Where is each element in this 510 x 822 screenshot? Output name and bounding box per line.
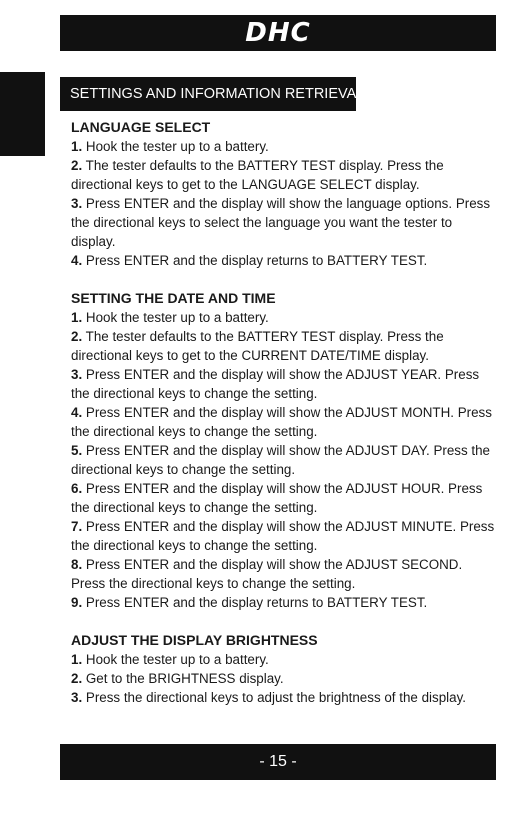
step-text: Press ENTER and the display will show the ADJUST YEAR. Press the directional keys to change the setting. — [71, 367, 480, 401]
step-item — [71, 669, 496, 688]
step-text: Hook the tester up to a battery. — [82, 310, 269, 325]
step-item — [71, 517, 496, 555]
step-number: 6. — [71, 481, 83, 496]
step-text: Hook the tester up to a battery. — [82, 652, 269, 667]
step-item — [71, 327, 496, 365]
step-item — [71, 403, 496, 441]
section-date-time — [71, 289, 496, 612]
section-title: LANGUAGE SELECT — [71, 119, 211, 135]
section-banner: SETTINGS AND INFORMATION RETRIEVAL — [60, 77, 356, 111]
step-number: 5. — [71, 443, 83, 458]
step-text: Press ENTER and the display will show the language options. Press the directional keys to select the language you want the tester to display. — [71, 196, 491, 249]
step-text: Press ENTER and the display will show the ADJUST HOUR. Press the directional keys to change the setting. — [71, 481, 483, 515]
step-number: 4. — [71, 253, 83, 268]
step-item — [71, 441, 496, 479]
step-item — [71, 479, 496, 517]
step-text: The tester defaults to the BATTERY TEST display. Press the directional keys to get to the LANGUAGE SELECT display. — [71, 158, 444, 192]
step-text: Press the directional keys to adjust the brightness of the display. — [82, 690, 466, 705]
step-text: Press ENTER and the display returns to BATTERY TEST. — [82, 253, 428, 268]
step-text: Hook the tester up to a battery. — [82, 139, 269, 154]
step-number: 7. — [71, 519, 83, 534]
step-number: 4. — [71, 405, 83, 420]
step-text: The tester defaults to the BATTERY TEST display. Press the directional keys to get to the CURRENT DATE/TIME display. — [71, 329, 444, 363]
step-item — [71, 194, 496, 251]
brand-logo: DHC — [245, 18, 311, 48]
step-number: 2. — [71, 329, 83, 344]
section-title: ADJUST THE DISPLAY BRIGHTNESS — [71, 632, 318, 648]
step-number: 2. — [71, 671, 83, 686]
step-item — [71, 650, 496, 669]
step-number: 1. — [71, 310, 83, 325]
step-item — [71, 137, 496, 156]
step-text: Get to the BRIGHTNESS display. — [82, 671, 284, 686]
step-number: 3. — [71, 196, 83, 211]
step-number: 8. — [71, 557, 83, 572]
step-number: 9. — [71, 595, 83, 610]
step-number: 1. — [71, 139, 83, 154]
step-text: Press ENTER and the display will show the ADJUST MONTH. Press the directional keys to change the setting. — [71, 405, 492, 439]
step-item — [71, 688, 496, 707]
section-display-brightness — [71, 631, 496, 707]
step-item — [71, 365, 496, 403]
page-number-footer: - 15 - — [60, 744, 496, 780]
step-text: Press ENTER and the display will show the ADJUST SECOND. Press the directional keys to change the setting. — [71, 557, 463, 591]
step-item — [71, 156, 496, 194]
step-number: 1. — [71, 652, 83, 667]
step-text: Press ENTER and the display returns to BATTERY TEST. — [82, 595, 428, 610]
step-item — [71, 251, 496, 270]
section-language-select — [71, 118, 496, 270]
header-bar — [60, 15, 496, 51]
step-item — [71, 308, 496, 327]
instructions-content — [71, 118, 496, 726]
step-number: 3. — [71, 690, 83, 705]
step-item — [71, 593, 496, 612]
section-title: SETTING THE DATE AND TIME — [71, 290, 276, 306]
step-number: 3. — [71, 367, 83, 382]
step-item — [71, 555, 496, 593]
step-number: 2. — [71, 158, 83, 173]
side-tab-marker — [0, 72, 45, 156]
step-text: Press ENTER and the display will show the ADJUST DAY. Press the directional keys to change the setting. — [71, 443, 491, 477]
step-text: Press ENTER and the display will show the ADJUST MINUTE. Press the directional keys to change the setting. — [71, 519, 495, 553]
